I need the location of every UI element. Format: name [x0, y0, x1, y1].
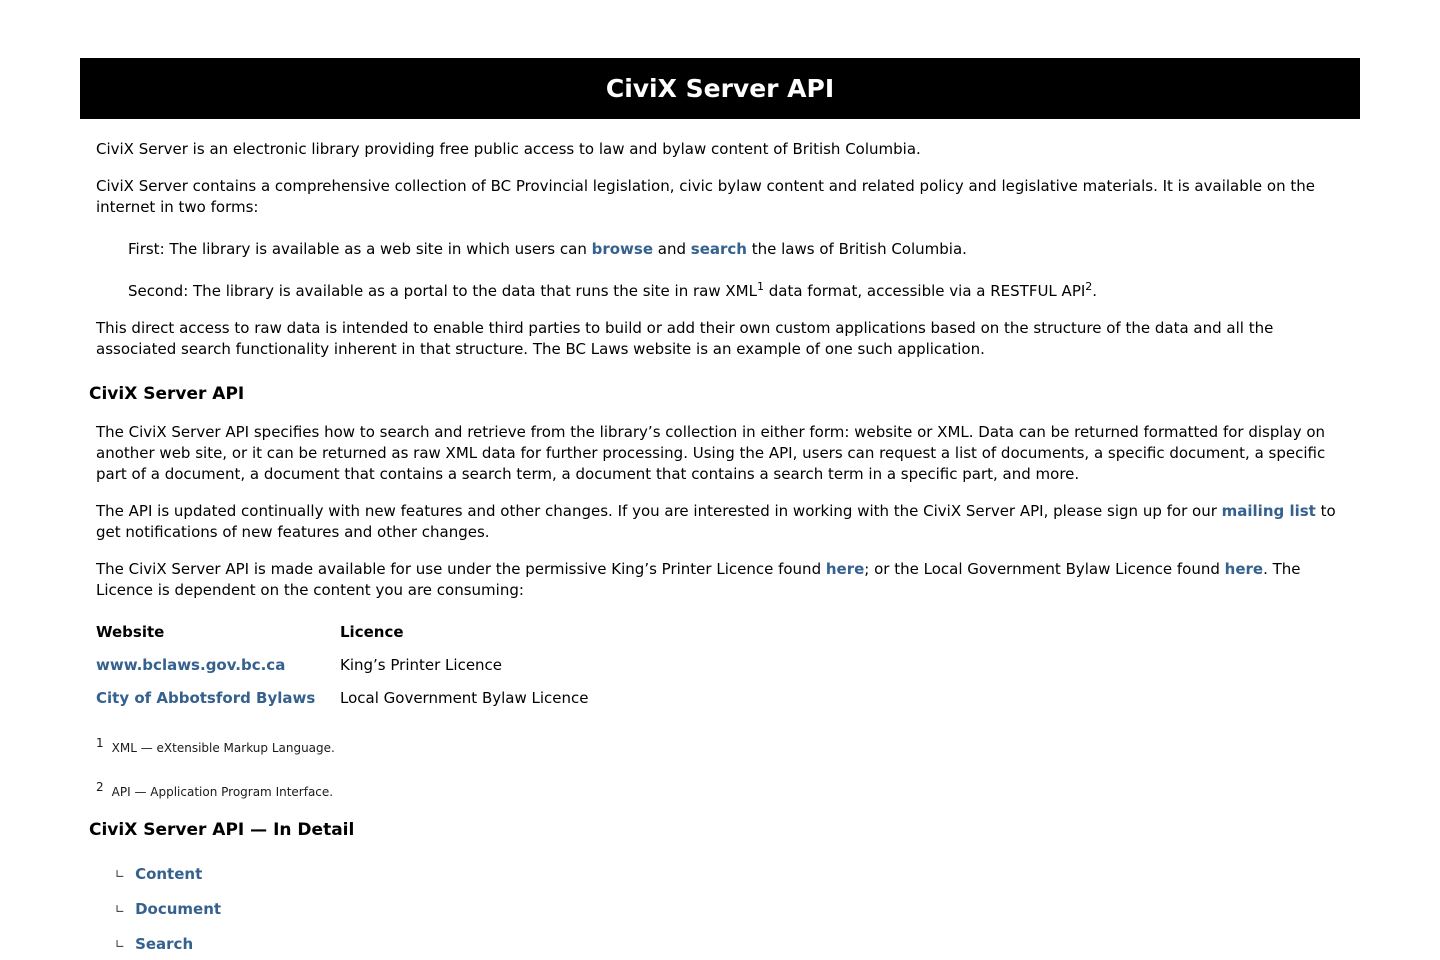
main-content [0, 139, 1440, 955]
text-segment: The API is updated continually with new features and other changes. If you are interested in working with the CiviX Server API, please sign up for our [96, 502, 1222, 520]
table-row [96, 648, 340, 681]
detail-item-content [115, 864, 1356, 885]
text-segment: ; or the Local Government Bylaw Licence found [864, 560, 1225, 578]
browse-link[interactable]: browse [591, 240, 654, 258]
table-row [96, 681, 340, 714]
text-segment: the laws of British Columbia. [746, 240, 967, 258]
section-heading-in-detail: CiviX Server API — In Detail [89, 820, 355, 840]
search-link-detail[interactable]: Search [135, 935, 194, 953]
second-form-paragraph [128, 281, 1356, 302]
api-paragraph-1: The CiviX Server API specifies how to search and retrieve from the library’s collection in either form: website or XML. Data can be returned formatted for display on another web site, or it can be returned as raw XML data for further processing. Using the API, users can request a list of documents, a specific document, a specific part of a document, a document that contains a search term, a document that contains a search term in a specific part, and more. [96, 423, 1326, 483]
table-header-licence: Licence [340, 622, 404, 641]
footnote-ref-1: 1 [756, 280, 764, 293]
text-segment: . [1092, 282, 1098, 300]
detail-item-document [115, 899, 1356, 920]
first-form-paragraph [128, 239, 1356, 260]
angle-bullet-icon: ∟ [115, 867, 126, 881]
table-cell-licence: King’s Printer Licence [340, 655, 503, 674]
api-paragraph-2 [96, 501, 1356, 543]
page-title: CiviX Server API [605, 74, 835, 103]
detail-item-search [115, 934, 1356, 955]
text-segment: Second: The library is available as a portal to the data that runs the site in raw XML [128, 282, 757, 300]
text-segment: and [653, 240, 691, 258]
document-link[interactable]: Document [135, 900, 222, 918]
page-header [80, 58, 1360, 119]
intro-paragraph-3: This direct access to raw data is intended to enable third parties to build or add their own custom applications based on the structure of the data and all the associated search functionality inherent in that structure. The BC Laws website is an example of one such application. [96, 319, 1274, 358]
text-segment: The CiviX Server API is made available for use under the permissive King’s Printer Licence found [96, 560, 826, 578]
licence-table [96, 615, 1356, 714]
footnote-number: 2 [96, 780, 104, 794]
abbotsford-bylaws-link[interactable]: City of Abbotsford Bylaws [96, 688, 316, 707]
section-heading-api: CiviX Server API [89, 384, 245, 404]
footnote-text: XML — eXtensible Markup Language. [111, 741, 335, 755]
table-header-website: Website [96, 622, 165, 641]
table-cell-licence: Local Government Bylaw Licence [340, 688, 589, 707]
kings-printer-licence-link[interactable]: here [825, 560, 865, 578]
text-segment: First: The library is available as a web site in which users can [128, 240, 592, 258]
footnote-ref-2: 2 [1085, 280, 1093, 293]
text-segment: to get notifications of new features and other changes. [96, 502, 1336, 541]
footnote-number: 1 [96, 736, 104, 750]
api-paragraph-3 [96, 559, 1356, 601]
footnote-2 [96, 780, 1356, 800]
footnote-text: API — Application Program Interface. [111, 785, 334, 799]
local-government-licence-link[interactable]: here [1224, 560, 1264, 578]
intro-paragraph-2: CiviX Server contains a comprehensive collection of BC Provincial legislation, civic bylaw content and related policy and legislative materials. It is available on the internet in two forms: [96, 177, 1315, 216]
angle-bullet-icon: ∟ [115, 937, 126, 951]
content-link[interactable]: Content [135, 865, 203, 883]
intro-paragraph-1: CiviX Server is an electronic library providing free public access to law and bylaw content of British Columbia. [96, 140, 921, 158]
text-segment: data format, accessible via a RESTFUL API [763, 282, 1086, 300]
search-link[interactable]: search [690, 240, 747, 258]
text-segment: . The Licence is dependent on the content you are consuming: [96, 560, 1301, 599]
bclaws-website-link[interactable]: www.bclaws.gov.bc.ca [96, 655, 286, 674]
mailing-list-link[interactable]: mailing list [1221, 502, 1316, 520]
angle-bullet-icon: ∟ [115, 902, 126, 916]
footnote-1 [96, 736, 1356, 756]
